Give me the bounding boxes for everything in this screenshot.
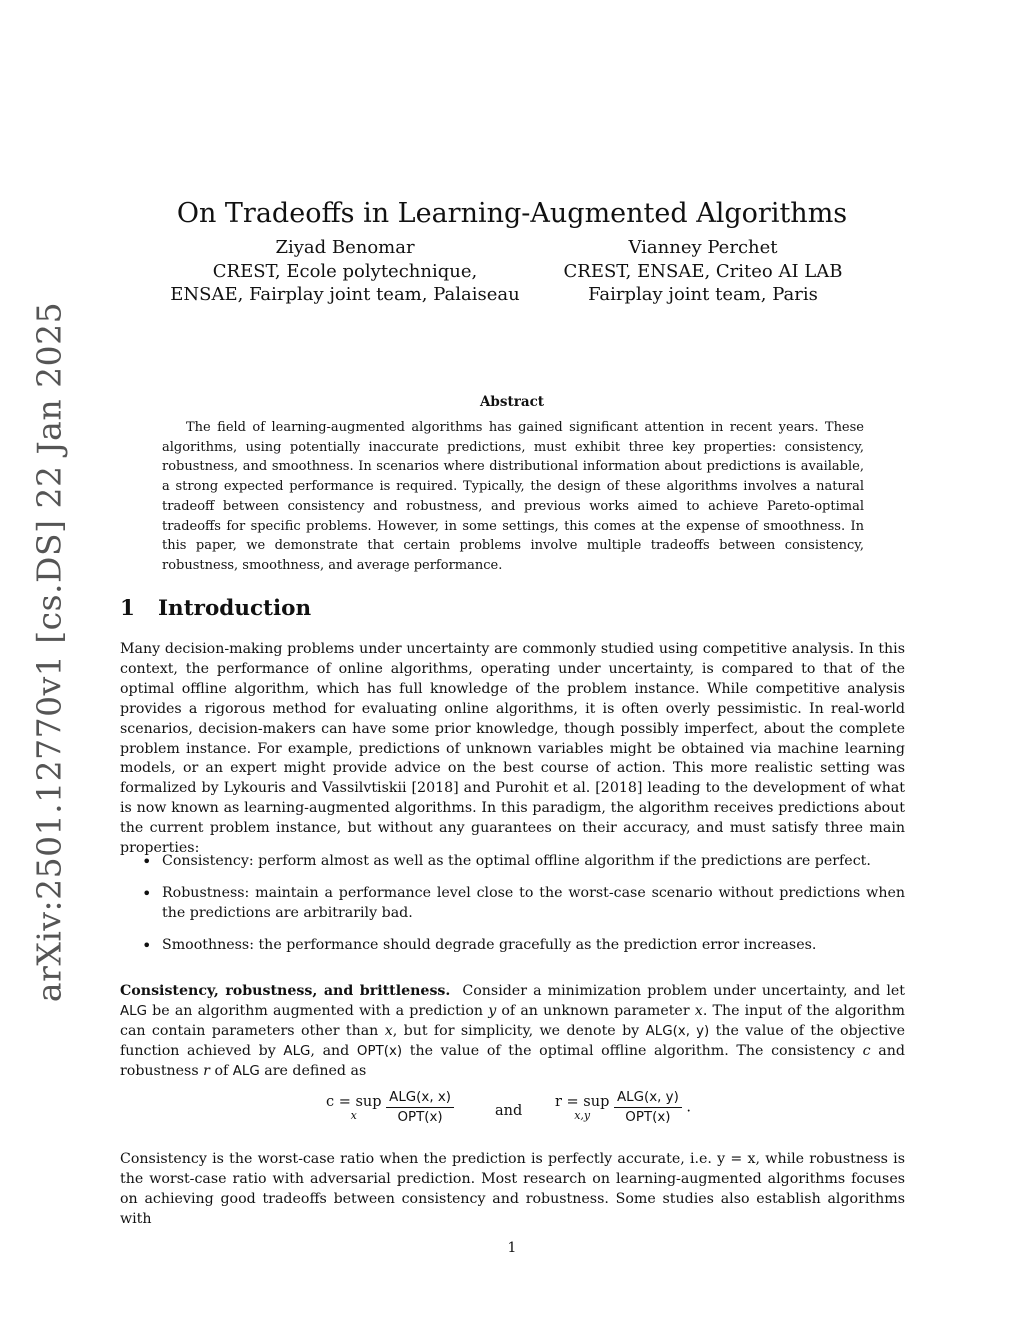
text-run: . The input of the algorithm can contain parameters other than (120, 1002, 905, 1039)
display-equation (120, 1090, 905, 1138)
author-affiliation: CREST, ENSAE, Criteo AI LAB (563, 260, 843, 282)
text-run: , and (310, 1042, 350, 1059)
text-run: of an unknown parameter (501, 1002, 690, 1019)
text-run: , but for simplicity, we denote by (392, 1022, 640, 1039)
denominator: OPT(x) (397, 1110, 443, 1125)
math-alg: ALG (283, 1043, 311, 1059)
math-x: x (694, 1002, 703, 1019)
text-run: are defined as (264, 1062, 367, 1079)
text-run: Consider a minimization problem under uncertainty, and let (462, 983, 905, 999)
page-number: 1 (507, 1240, 517, 1256)
abstract-text: The field of learning-augmented algorithms has gained significant attention in recent years. These algorithms, using potentially inaccurate predictions, must exhibit three key properties: consistency, robustness, and smoothness. In scenarios where distributional information about predictions is available, a strong expected performance is required. Typically, the design of these algorithms involves a natural tradeoff between consistency and robustness, and previous works aimed to achieve Pareto-optimal tradeoffs for specific problems. However, in some settings, this comes at the expense of smoothness. In this paper, we demonstrate that certain problems involve multiple tradeoffs between consistency, robustness, smoothness, and average performance. (162, 420, 864, 573)
sup-operator (326, 1094, 382, 1122)
text-run: the value of the objective function achieved by (120, 1022, 906, 1059)
sup-operator (555, 1094, 609, 1122)
math-y: y (488, 1002, 497, 1019)
equation-lhs: c = sup (326, 1093, 382, 1110)
arxiv-stamp: arXiv:2501.12770v1 [cs.DS] 22 Jan 2025 (29, 301, 69, 1003)
sup-subscript: x (350, 1108, 357, 1122)
denominator: OPT(x) (625, 1110, 671, 1125)
section-number: 1 (120, 596, 135, 621)
paragraph-runin-heading: Consistency, robustness, and brittleness. (120, 983, 451, 999)
numerator: ALG(x, x) (386, 1090, 454, 1108)
equation-robustness (555, 1090, 691, 1125)
math-c: c (862, 1042, 871, 1059)
author-block-1 (170, 236, 520, 307)
intro-paragraph: Many decision-making problems under uncertainty are commonly studied using competitive analysis. In this context, the performance of online algorithms, operating under uncertainty, is compared to that of the optimal offline algorithm, which has full knowledge of the problem instance. While competitive analysis provides a rigorous method for evaluating online algorithms, it is often overly pessimistic. In real-world scenarios, decision-makers can have some prior knowledge, though possibly imperfect, about the complete problem instance. For example, predictions of unknown variables might be obtained via machine learning models, or an expert might provide advice on the best course of action. This more realistic setting was formalized by Lykouris and Vassilvtiskii [2018] and Purohit et al. [2018] leading to the development of what is now known as learning-augmented algorithms. In this paradigm, the algorithm receives predictions about the current problem instance, but without any guarantees on their accuracy, and must satisfy three main properties: (120, 641, 905, 857)
math-r: r (203, 1062, 210, 1079)
math-alg: ALG (232, 1063, 260, 1079)
list-item: • Smoothness: the performance should degrade gracefully as the prediction error increases. (162, 936, 905, 956)
equation-period: . (686, 1099, 692, 1116)
abstract-heading: Abstract (479, 394, 545, 410)
list-item: • Consistency: perform almost as well as the optimal offline algorithm if the predictions are perfect. (162, 852, 905, 872)
paper-title: On Tradeoffs in Learning-Augmented Algorithms (176, 198, 848, 230)
equation-consistency (326, 1090, 454, 1125)
author-name: Ziyad Benomar (275, 237, 415, 258)
author-name: Vianney Perchet (628, 237, 778, 258)
math-x: x (384, 1022, 393, 1039)
definition-paragraph (120, 982, 905, 1082)
equation-and: and (495, 1103, 523, 1119)
author-affiliation: Fairplay joint team, Paris (588, 284, 818, 305)
text-run: the value of the optimal offline algorithm. The consistency (409, 1042, 855, 1059)
math-opt-x: OPT(x) (356, 1043, 403, 1059)
author-affiliation: ENSAE, Fairplay joint team, Palaiseau (170, 284, 520, 305)
text-run: of (214, 1062, 229, 1079)
fraction (614, 1090, 682, 1125)
sup-subscript: x,y (574, 1108, 591, 1122)
section-title: Introduction (158, 596, 312, 621)
property-list (162, 852, 905, 956)
consistency-paragraph: Consistency is the worst-case ratio when the prediction is perfectly accurate, i.e. y = x, while robustness is the worst-case ratio with adversarial prediction. Most research on learning-augmented algorithms focuses on achieving good tradeoffs between consistency and robustness. Some studies also establish algorithms with (120, 1151, 905, 1227)
text-run: be an algorithm augmented with a prediction (152, 1002, 484, 1019)
math-alg-xy: ALG(x, y) (645, 1023, 710, 1039)
numerator: ALG(x, y) (614, 1090, 682, 1108)
equation-lhs: r = sup (555, 1093, 610, 1110)
text-run: and robustness (120, 1042, 905, 1079)
author-block-2 (540, 236, 866, 307)
math-alg: ALG (120, 1003, 147, 1019)
fraction (386, 1090, 454, 1125)
section-heading (120, 596, 311, 621)
list-item: • Robustness: maintain a performance level close to the worst-case scenario without predictions when the predictions are arbitrarily bad. (162, 884, 905, 924)
author-affiliation: CREST, Ecole polytechnique, (212, 260, 478, 282)
